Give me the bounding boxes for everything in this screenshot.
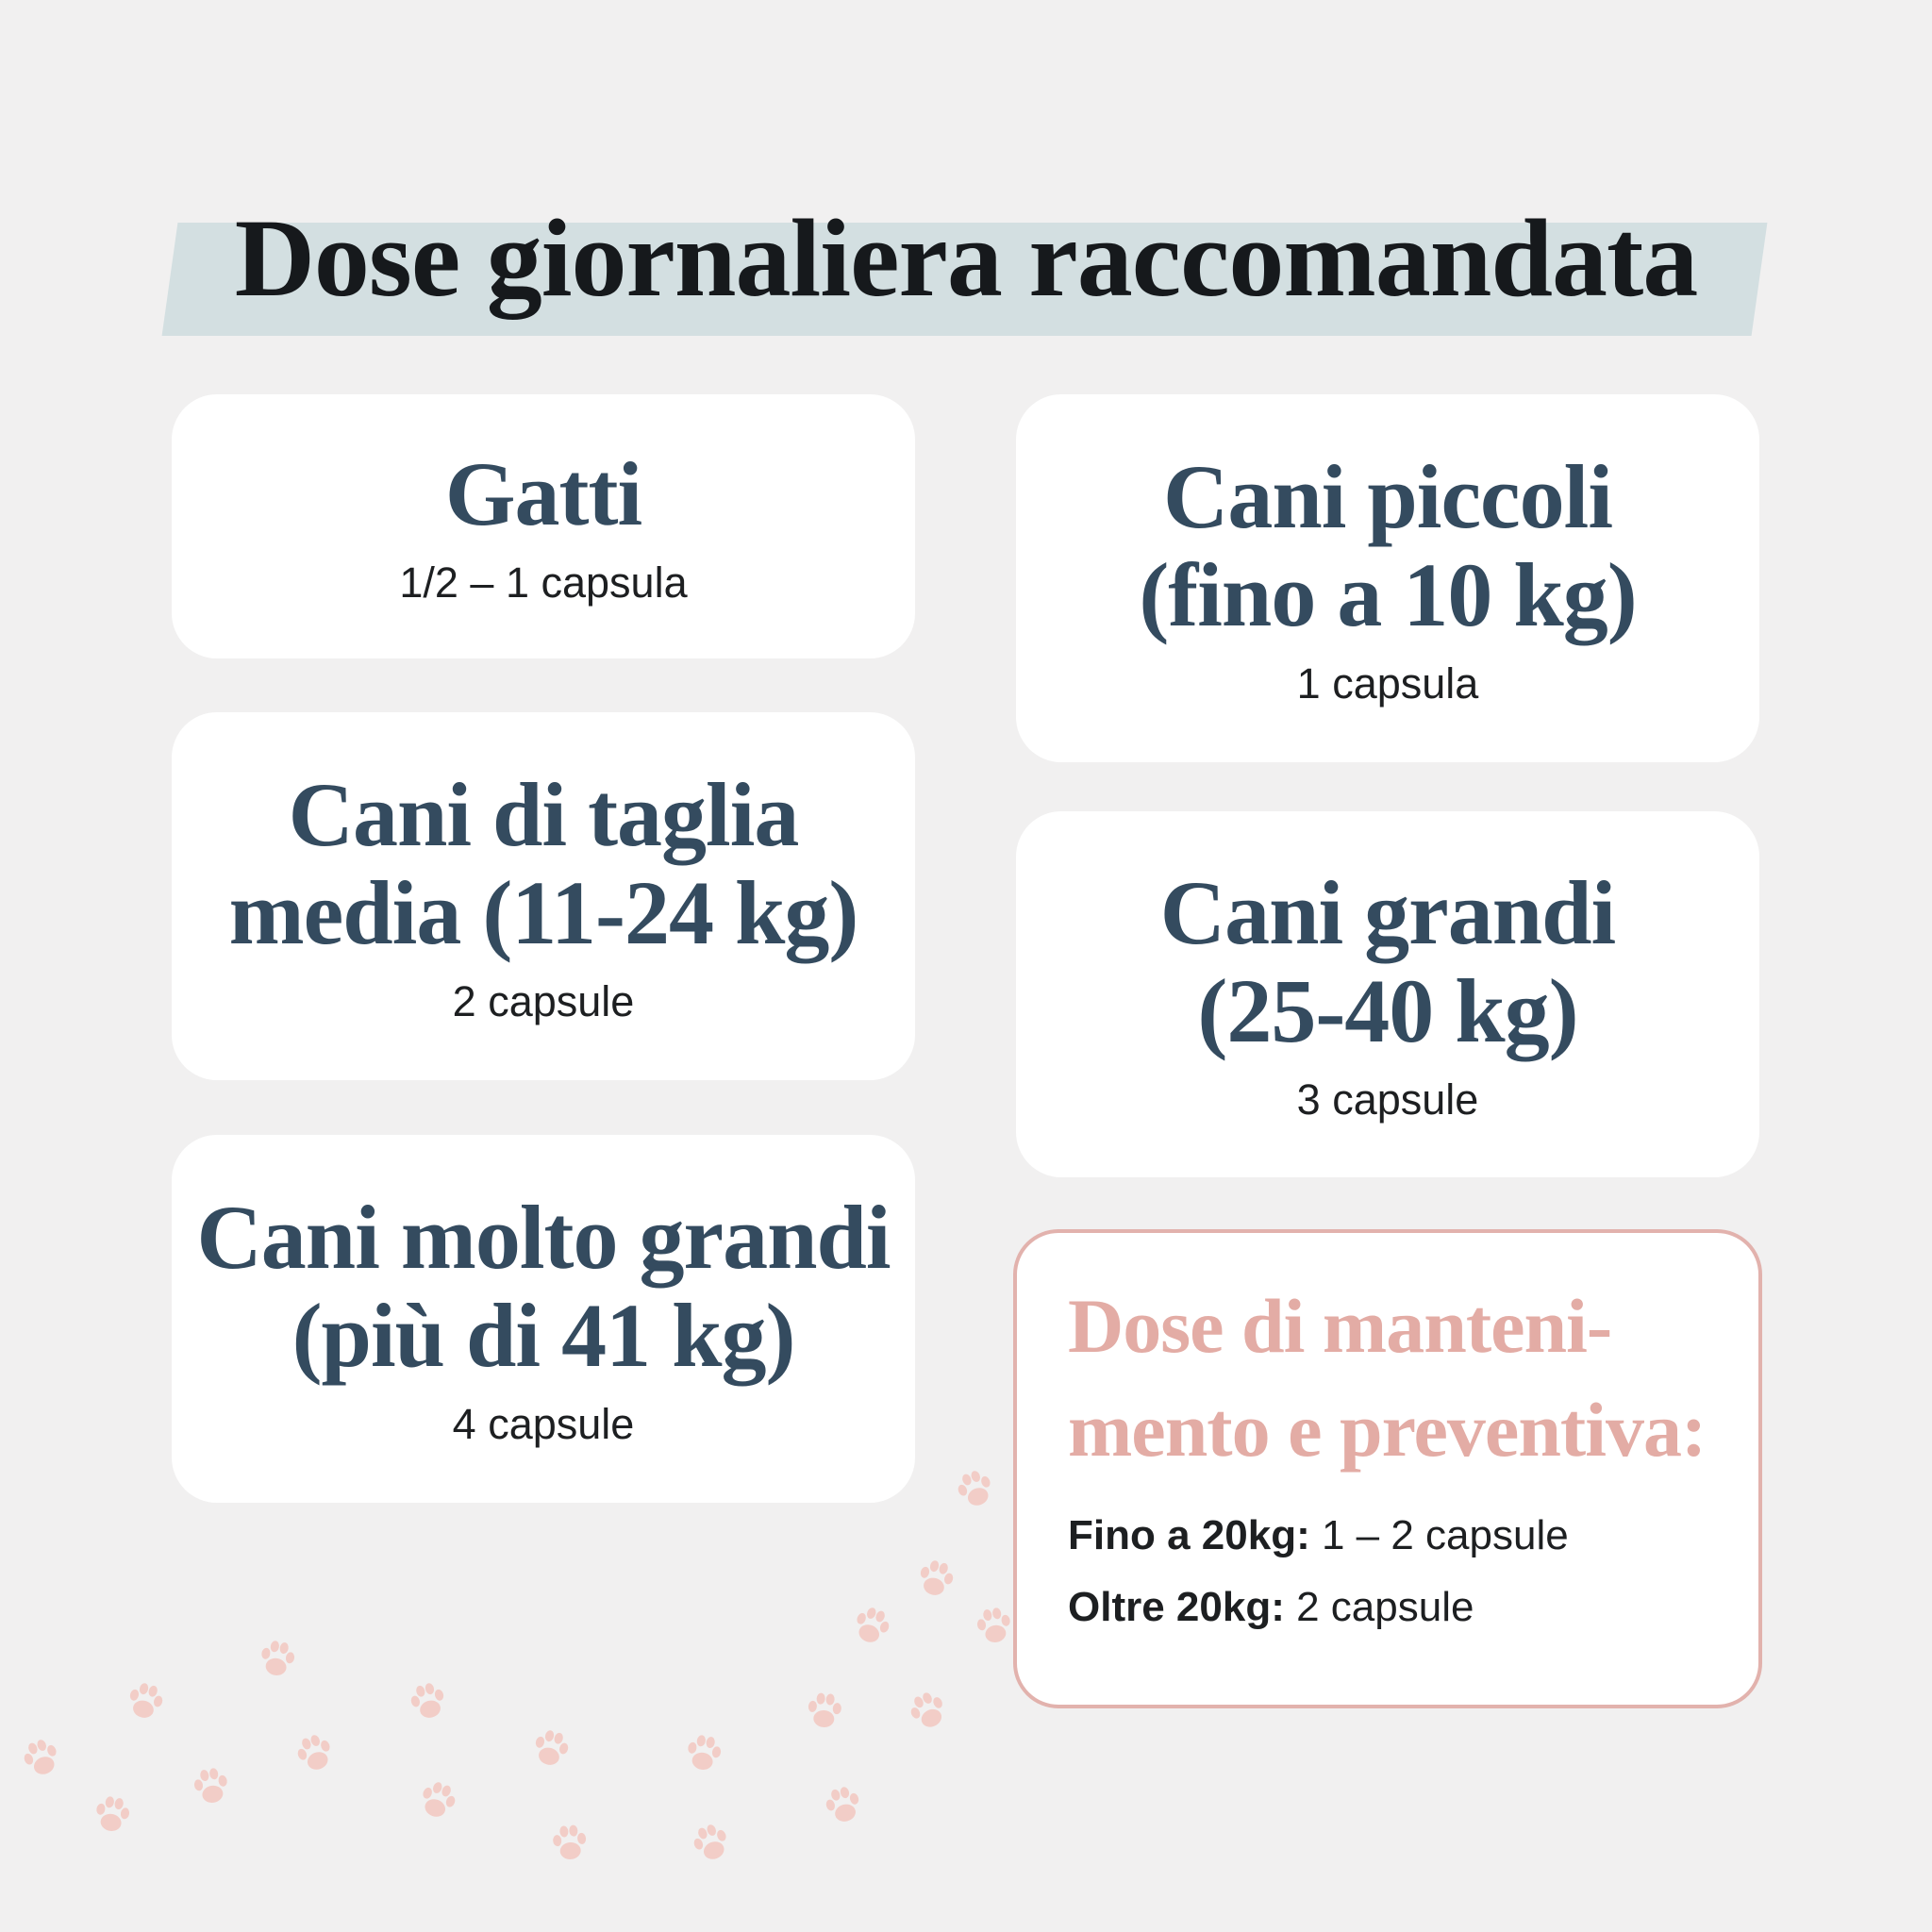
card-title: Cani piccoli (fino a 10 kg) xyxy=(1139,446,1637,645)
card-dose: 1/2 – 1 capsula xyxy=(399,558,688,607)
paw-print-icon xyxy=(908,1552,964,1607)
paw-print-icon xyxy=(86,1789,139,1841)
card-title: Gatti xyxy=(444,443,642,544)
paw-print-icon xyxy=(185,1760,238,1813)
paw-print-icon xyxy=(401,1674,457,1730)
paw-print-icon xyxy=(545,1819,594,1868)
paw-print-icon xyxy=(946,1460,1005,1519)
paw-print-icon xyxy=(816,1778,872,1834)
card-medium-dogs xyxy=(172,712,915,1080)
card-large-dogs xyxy=(1016,811,1759,1177)
page-title: Dose giornaliera raccomandata xyxy=(234,196,1698,320)
maintenance-line-value: 2 capsule xyxy=(1296,1584,1474,1630)
card-cats xyxy=(172,394,915,658)
paw-print-icon xyxy=(968,1600,1021,1653)
maintenance-line-value: 1 – 2 capsule xyxy=(1321,1512,1569,1558)
paw-print-icon xyxy=(524,1722,579,1777)
card-very-large-dogs xyxy=(172,1135,915,1503)
paw-print-icon xyxy=(12,1729,71,1788)
card-dose: 2 capsule xyxy=(452,977,635,1025)
card-small-dogs xyxy=(1016,394,1759,762)
paw-print-icon xyxy=(682,1814,741,1873)
paw-print-icon xyxy=(286,1724,344,1783)
maintenance-line xyxy=(1068,1514,1758,1557)
maintenance-line-label: Fino a 20kg: xyxy=(1068,1512,1310,1558)
paw-print-icon xyxy=(118,1674,174,1730)
card-title: Cani grandi (25-40 kg) xyxy=(1159,862,1616,1061)
card-dose: 4 capsule xyxy=(452,1400,635,1448)
paw-print-icon xyxy=(408,1772,467,1830)
card-title: Cani di taglia media (11-24 kg) xyxy=(228,764,858,963)
paw-print-icon xyxy=(800,1687,849,1736)
paw-print-icon xyxy=(898,1681,958,1741)
maintenance-card xyxy=(1013,1229,1762,1708)
card-dose: 3 capsule xyxy=(1296,1075,1479,1124)
paw-print-icon xyxy=(677,1727,730,1780)
paw-print-icon xyxy=(842,1597,901,1656)
paw-print-icon xyxy=(251,1633,304,1686)
maintenance-line-label: Oltre 20kg: xyxy=(1068,1584,1285,1630)
maintenance-title: Dose di manteni- mento e preventiva: xyxy=(1068,1283,1707,1473)
maintenance-line xyxy=(1068,1586,1758,1629)
card-title: Cani molto grandi (più di 41 kg) xyxy=(196,1187,891,1386)
card-dose: 1 capsula xyxy=(1296,659,1479,708)
